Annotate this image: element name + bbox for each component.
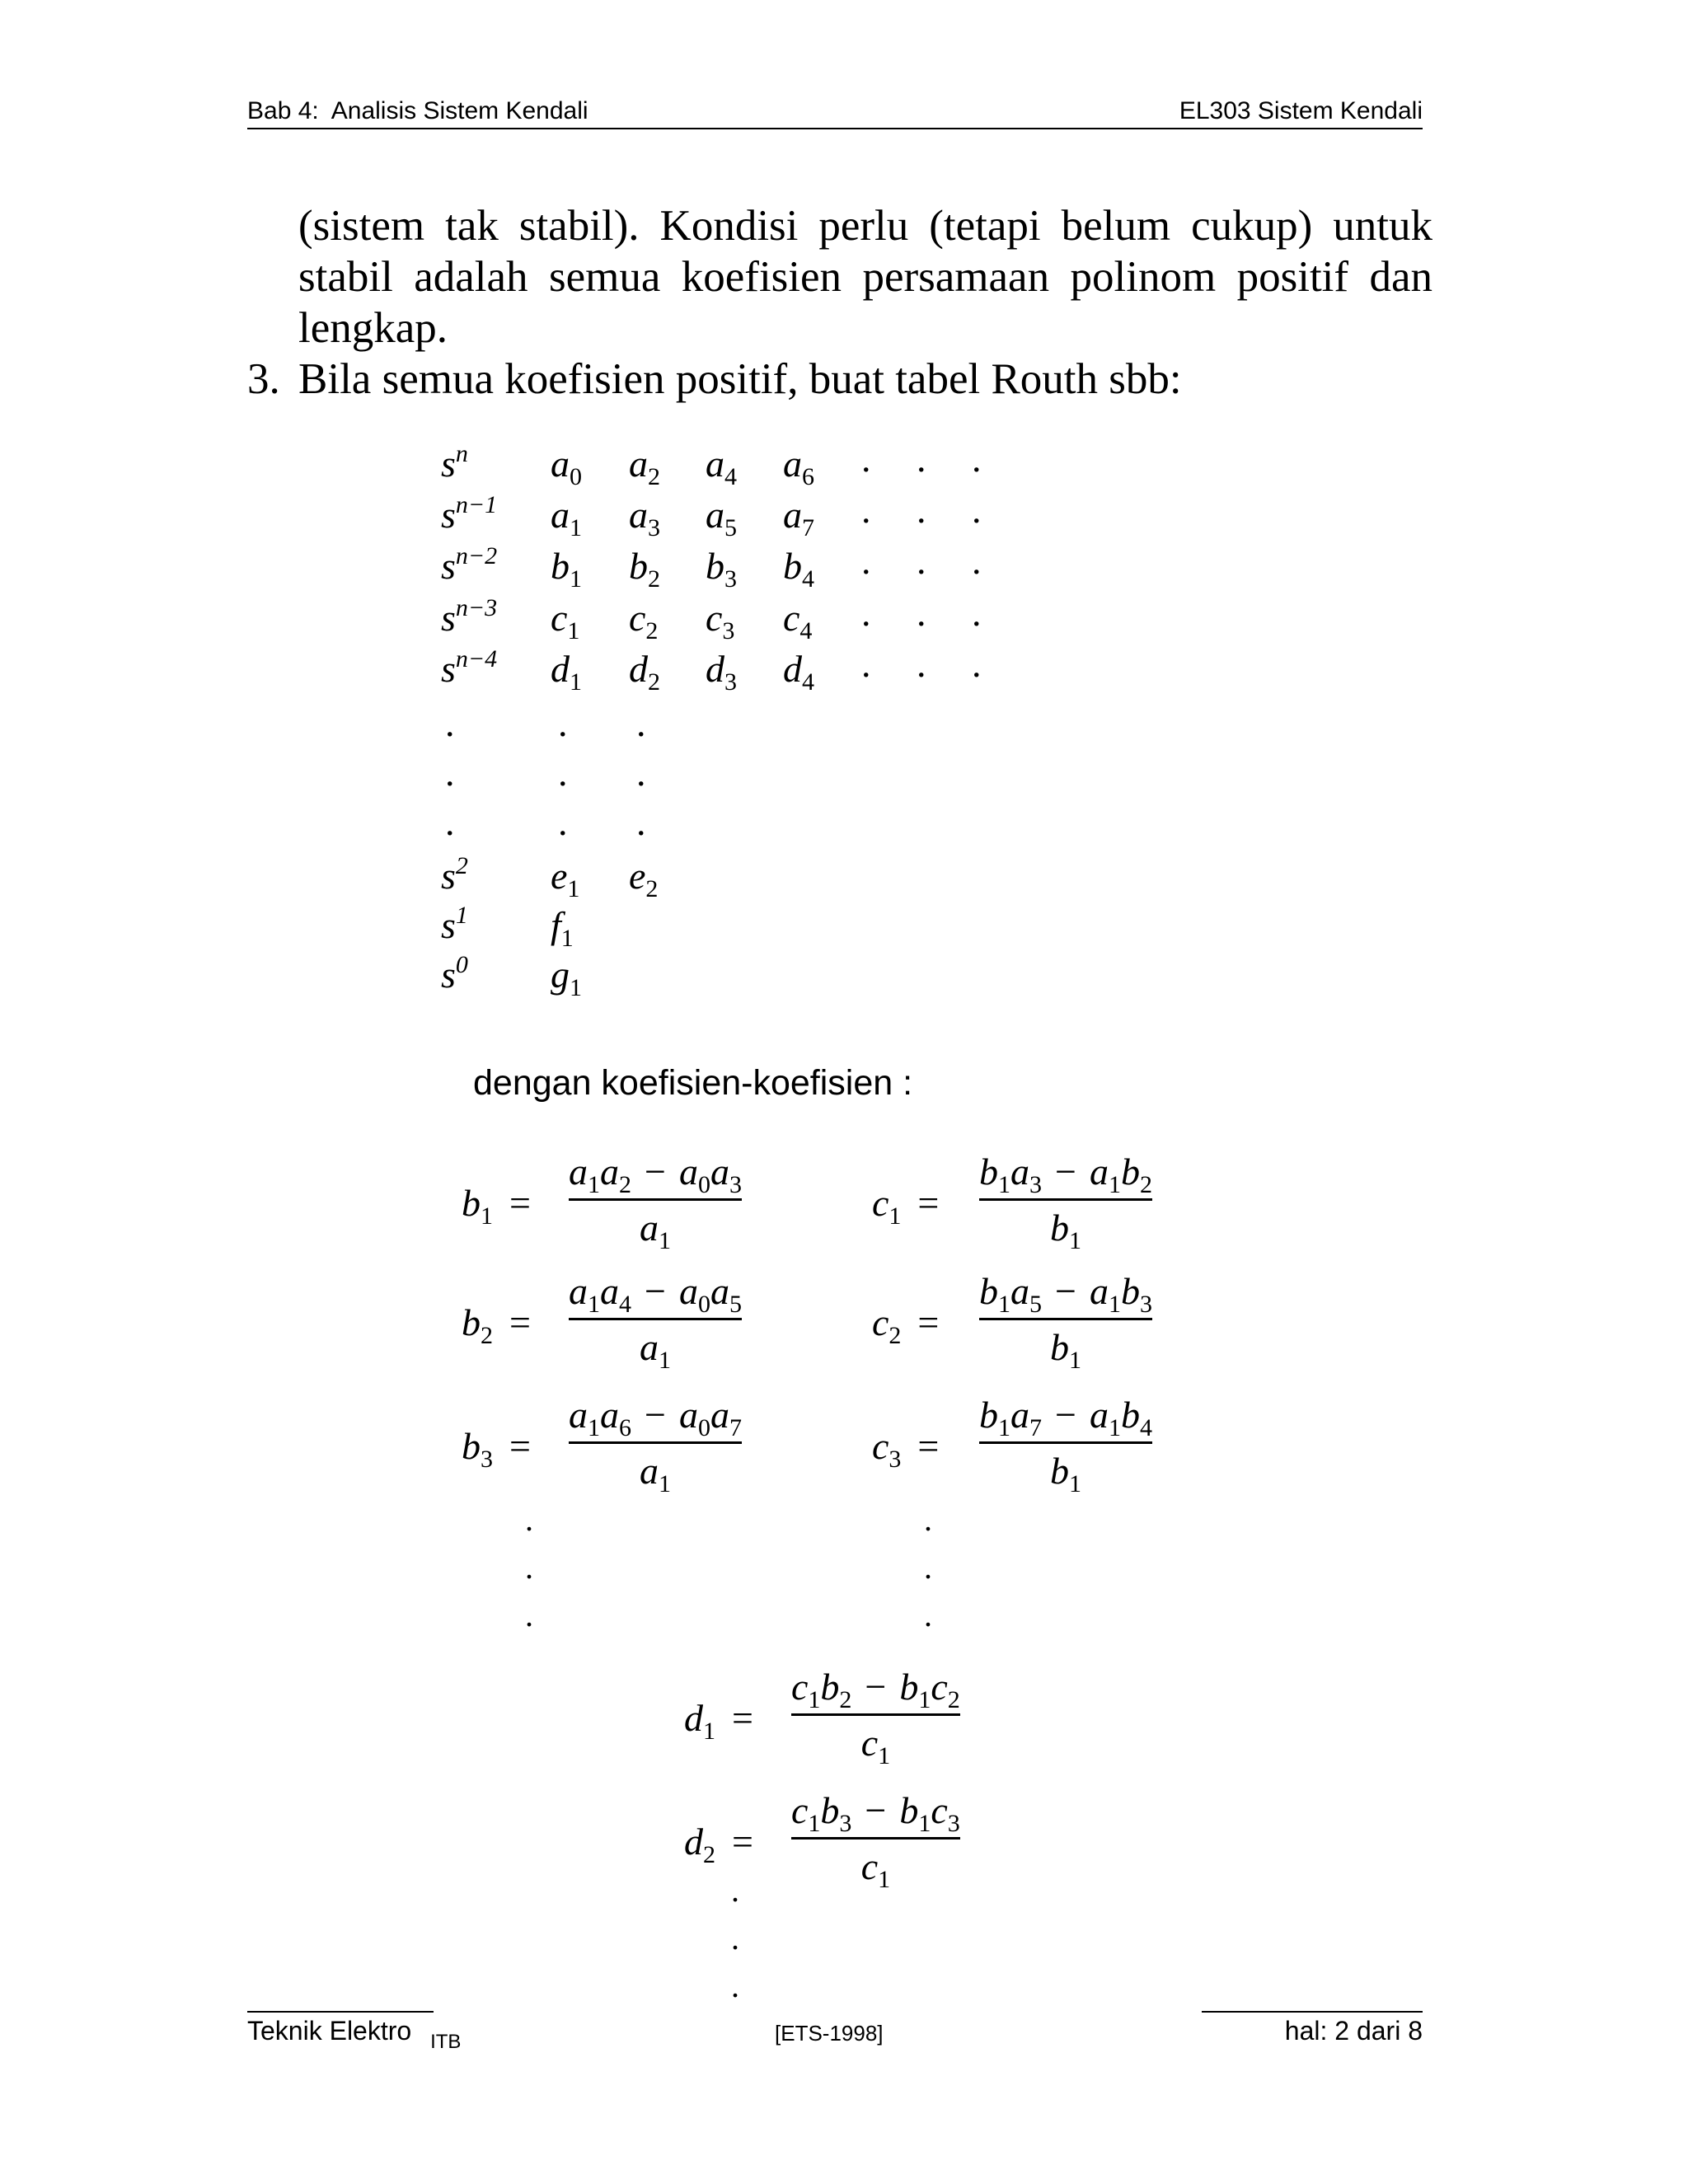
math-symbol: a <box>1010 1270 1029 1312</box>
footer-code: [ETS-1998] <box>775 2021 884 2046</box>
cell-index: 2 <box>645 617 659 644</box>
minus-sign: − <box>645 1394 666 1436</box>
formula-lhs <box>462 1181 531 1230</box>
routh-cell <box>783 597 813 644</box>
minus-sign: − <box>645 1270 666 1312</box>
routh-cell <box>551 954 582 1001</box>
cell-index: 4 <box>799 617 813 644</box>
routh-cell <box>783 443 814 490</box>
math-symbol: c <box>860 1845 879 1887</box>
math-index: 1 <box>1068 1470 1081 1497</box>
cell-index: 2 <box>648 463 660 490</box>
math-index: 7 <box>1029 1414 1042 1441</box>
math-index: 1 <box>1108 1171 1121 1198</box>
math-index: 1 <box>588 1291 600 1318</box>
math-symbol: b <box>899 1666 919 1708</box>
equals-sign: = <box>917 1301 940 1343</box>
math-symbol: a <box>569 1394 588 1436</box>
math-symbol: d <box>684 1697 703 1739</box>
math-symbol: b <box>899 1789 919 1831</box>
ellipsis-b-column: . . . <box>525 1501 533 1633</box>
math-symbol: b <box>979 1394 998 1436</box>
cell-symbol: d <box>706 648 724 690</box>
math-symbol: c <box>791 1789 809 1831</box>
cell-symbol: f <box>551 904 561 946</box>
equals-sign: = <box>509 1425 531 1467</box>
routh-row-ellipsis: . . . <box>861 438 1000 480</box>
math-symbol: b <box>462 1425 481 1467</box>
math-symbol: a <box>639 1450 659 1492</box>
math-index: 1 <box>998 1414 1010 1441</box>
math-symbol: c <box>931 1789 948 1831</box>
cell-index: 3 <box>722 617 735 644</box>
formula-lhs <box>872 1301 940 1349</box>
cell-symbol: g <box>551 954 570 996</box>
ellipsis-col1: . <box>558 752 568 794</box>
routh-cell <box>629 855 659 902</box>
fraction-numerator <box>979 1393 1152 1441</box>
fraction-numerator <box>791 1665 960 1713</box>
ellipsis-d-column: . . . <box>731 1872 739 2004</box>
math-index: 1 <box>998 1171 1010 1198</box>
power-base: s <box>441 545 456 587</box>
cell-index: 5 <box>724 514 737 541</box>
ellipsis-power: . <box>445 702 455 744</box>
routh-cell <box>551 904 574 952</box>
fraction <box>569 1150 742 1254</box>
routh-row-ellipsis: . . . <box>861 540 1000 582</box>
math-index: 2 <box>481 1322 493 1349</box>
routh-row-power <box>441 542 498 587</box>
math-symbol: b <box>979 1151 998 1193</box>
cell-symbol: a <box>629 443 648 485</box>
cell-index: 2 <box>648 565 660 593</box>
fraction <box>979 1393 1152 1497</box>
math-index: 3 <box>1029 1171 1042 1198</box>
routh-cell <box>783 648 814 696</box>
routh-cell <box>629 648 660 696</box>
cell-symbol: c <box>551 597 568 639</box>
math-index: 3 <box>889 1446 902 1473</box>
routh-cell <box>551 443 582 490</box>
math-symbol: a <box>1010 1151 1029 1193</box>
math-symbol: c <box>872 1301 889 1343</box>
power-exponent: 2 <box>455 852 468 879</box>
math-symbol: b <box>462 1182 481 1224</box>
math-index: 5 <box>729 1291 742 1318</box>
math-index: 1 <box>918 1686 931 1713</box>
math-index: 1 <box>588 1414 600 1441</box>
fraction <box>569 1393 742 1497</box>
power-exponent: n <box>455 440 468 467</box>
routh-cell <box>706 443 737 490</box>
footer-department <box>247 2016 461 2054</box>
math-symbol: b <box>462 1301 481 1343</box>
math-index: 1 <box>808 1686 821 1713</box>
math-index: 2 <box>619 1171 631 1198</box>
fraction-numerator <box>569 1393 742 1441</box>
math-symbol: a <box>678 1394 698 1436</box>
cell-symbol: a <box>783 443 802 485</box>
math-index: 3 <box>947 1810 960 1837</box>
math-symbol: b <box>1049 1450 1069 1492</box>
routh-table <box>0 0 1688 1030</box>
math-index: 1 <box>889 1202 902 1230</box>
math-index: 2 <box>947 1686 960 1713</box>
math-index: 3 <box>839 1810 852 1837</box>
math-symbol: a <box>1089 1394 1109 1436</box>
cell-symbol: a <box>706 494 724 536</box>
cell-symbol: a <box>629 494 648 536</box>
math-symbol: b <box>979 1270 998 1312</box>
math-symbol: a <box>600 1270 619 1312</box>
math-index: 4 <box>1139 1414 1152 1441</box>
power-exponent: n−4 <box>455 645 498 673</box>
cell-index: 1 <box>567 617 580 644</box>
fraction <box>979 1150 1152 1254</box>
power-exponent: n−2 <box>455 542 498 569</box>
minus-sign: − <box>865 1666 887 1708</box>
ellipsis-col2: . <box>636 752 646 794</box>
math-index: 5 <box>1029 1291 1042 1318</box>
cell-symbol: c <box>629 597 646 639</box>
fraction-numerator <box>979 1150 1152 1198</box>
routh-cell <box>706 597 735 644</box>
footer-page-number: hal: 2 dari 8 <box>1284 2016 1423 2046</box>
header-course-title: EL303 Sistem Kendali <box>1179 97 1423 124</box>
cell-index: 4 <box>802 668 814 696</box>
coefficient-note: dengan koefisien-koefisien : <box>473 1063 913 1103</box>
math-symbol: b <box>1049 1326 1069 1368</box>
cell-symbol: d <box>783 648 802 690</box>
fraction-numerator <box>569 1269 742 1318</box>
power-exponent: 0 <box>455 951 468 978</box>
routh-cell <box>551 597 580 644</box>
routh-cell <box>551 855 580 902</box>
power-exponent: n−3 <box>455 594 498 621</box>
math-symbol: c <box>872 1182 889 1224</box>
ellipsis-c-column: . . . <box>924 1501 932 1633</box>
routh-row-power <box>441 951 468 996</box>
math-symbol: a <box>710 1151 729 1193</box>
formula-lhs <box>684 1820 753 1868</box>
math-symbol: a <box>710 1270 729 1312</box>
math-index: 1 <box>1108 1414 1121 1441</box>
routh-row-ellipsis: . . . <box>861 643 1000 685</box>
math-index: 3 <box>1139 1291 1152 1318</box>
formula-lhs <box>684 1696 753 1745</box>
cell-index: 1 <box>570 974 582 1001</box>
math-index: 1 <box>998 1291 1010 1318</box>
fraction <box>791 1788 960 1893</box>
ellipsis-col1: . <box>558 702 568 744</box>
cell-symbol: d <box>551 648 570 690</box>
ellipsis-power: . <box>445 752 455 794</box>
power-base: s <box>441 648 456 690</box>
math-symbol: a <box>639 1207 659 1249</box>
equals-sign: = <box>509 1182 531 1224</box>
equals-sign: = <box>732 1821 753 1863</box>
cell-index: 1 <box>570 514 582 541</box>
routh-row-power <box>441 440 468 485</box>
math-index: 3 <box>481 1446 493 1473</box>
math-symbol: b <box>1049 1207 1069 1249</box>
math-index: 1 <box>588 1171 600 1198</box>
cell-symbol: d <box>629 648 648 690</box>
cell-symbol: b <box>706 545 724 587</box>
cell-index: 3 <box>724 565 737 593</box>
fraction <box>569 1269 742 1374</box>
math-index: 2 <box>703 1841 715 1868</box>
ellipsis-col2: . <box>636 702 646 744</box>
formula-lhs <box>462 1424 531 1473</box>
math-symbol: a <box>1089 1151 1109 1193</box>
math-symbol: c <box>931 1666 948 1708</box>
minus-sign: − <box>1055 1151 1076 1193</box>
cell-symbol: a <box>551 443 570 485</box>
math-index: 0 <box>697 1171 710 1198</box>
math-index: 2 <box>889 1322 902 1349</box>
routh-cell <box>551 494 582 541</box>
list-item-number: 3. <box>247 355 280 403</box>
math-index: 1 <box>878 1742 891 1769</box>
cell-symbol: c <box>783 597 800 639</box>
footer-institution: ITB <box>430 2031 462 2053</box>
math-index: 4 <box>619 1291 631 1318</box>
routh-row-ellipsis: . . . <box>861 592 1000 634</box>
fraction-denominator <box>791 1840 960 1893</box>
fraction-denominator <box>791 1716 960 1769</box>
minus-sign: − <box>1055 1394 1076 1436</box>
cell-symbol: a <box>706 443 724 485</box>
cell-symbol: b <box>783 545 802 587</box>
power-base: s <box>441 855 456 897</box>
routh-cell <box>706 545 737 593</box>
math-index: 1 <box>918 1810 931 1837</box>
ellipsis-col2: . <box>636 801 646 843</box>
math-index: 1 <box>1068 1227 1081 1254</box>
fraction-numerator <box>569 1150 742 1198</box>
math-index: 1 <box>808 1810 821 1837</box>
cell-symbol: a <box>551 494 570 536</box>
routh-cell <box>706 494 737 541</box>
math-index: 1 <box>878 1866 891 1893</box>
footer-right-divider <box>1202 2011 1423 2013</box>
cell-symbol: a <box>783 494 802 536</box>
routh-cell <box>551 545 582 593</box>
cell-index: 2 <box>645 875 659 902</box>
minus-sign: − <box>865 1789 887 1831</box>
equals-sign: = <box>732 1697 753 1739</box>
math-symbol: a <box>1089 1270 1109 1312</box>
math-symbol: c <box>872 1425 889 1467</box>
fraction-denominator <box>569 1444 742 1497</box>
fraction-numerator <box>791 1788 960 1837</box>
power-base: s <box>441 494 456 536</box>
power-base: s <box>441 954 456 996</box>
math-index: 1 <box>481 1202 493 1230</box>
routh-cell <box>629 443 660 490</box>
paragraph-continuation: (sistem tak stabil). Kondisi perlu (tetapi belum cukup) untuk stabil adalah semua koefisien persamaan polinom positif dan lengkap. <box>298 202 1432 352</box>
cell-symbol: e <box>629 855 646 897</box>
fraction-denominator <box>979 1201 1152 1254</box>
ellipsis-col1: . <box>558 801 568 843</box>
math-symbol: a <box>569 1151 588 1193</box>
cell-index: 0 <box>570 463 582 490</box>
fraction <box>979 1269 1152 1374</box>
routh-cell <box>706 648 737 696</box>
cell-symbol: e <box>551 855 568 897</box>
math-index: 3 <box>729 1171 742 1198</box>
routh-row-power <box>441 902 468 946</box>
math-symbol: a <box>678 1270 698 1312</box>
math-symbol: c <box>860 1722 879 1764</box>
cell-index: 4 <box>802 565 814 593</box>
equals-sign: = <box>509 1301 531 1343</box>
cell-symbol: b <box>629 545 648 587</box>
math-index: 2 <box>1139 1171 1152 1198</box>
math-symbol: b <box>1120 1394 1140 1436</box>
math-symbol: b <box>820 1789 840 1831</box>
cell-index: 1 <box>570 668 582 696</box>
math-index: 1 <box>658 1470 671 1497</box>
formula-lhs <box>872 1181 940 1230</box>
math-index: 0 <box>697 1414 710 1441</box>
cell-index: 4 <box>724 463 737 490</box>
math-index: 1 <box>703 1718 715 1745</box>
equals-sign: = <box>917 1425 940 1467</box>
math-index: 7 <box>729 1414 742 1441</box>
footer-department-name: Teknik Elektro <box>247 2016 412 2046</box>
cell-index: 3 <box>724 668 737 696</box>
routh-row-power <box>441 594 498 639</box>
header-chapter-title: Bab 4: Analisis Sistem Kendali <box>247 97 588 124</box>
routh-row-power <box>441 852 468 897</box>
routh-cell <box>783 494 814 541</box>
fraction-denominator <box>569 1320 742 1374</box>
formula-lhs <box>872 1424 940 1473</box>
equals-sign: = <box>917 1182 940 1224</box>
math-symbol: d <box>684 1821 703 1863</box>
math-symbol: a <box>600 1151 619 1193</box>
fraction-denominator <box>979 1444 1152 1497</box>
math-symbol: a <box>639 1326 659 1368</box>
power-exponent: n−1 <box>455 491 498 518</box>
routh-cell <box>783 545 814 593</box>
math-index: 1 <box>1068 1347 1081 1374</box>
math-symbol: a <box>569 1270 588 1312</box>
cell-symbol: c <box>706 597 723 639</box>
routh-row-power <box>441 645 498 690</box>
math-symbol: a <box>678 1151 698 1193</box>
cell-index: 3 <box>648 514 660 541</box>
cell-index: 1 <box>570 565 582 593</box>
routh-row-ellipsis: . . . <box>861 489 1000 531</box>
cell-index: 2 <box>648 668 660 696</box>
math-symbol: b <box>1120 1151 1140 1193</box>
minus-sign: − <box>1055 1270 1076 1312</box>
cell-index: 1 <box>560 925 574 952</box>
math-symbol: a <box>710 1394 729 1436</box>
math-index: 1 <box>658 1227 671 1254</box>
power-exponent: 1 <box>455 902 468 929</box>
fraction-denominator <box>979 1320 1152 1374</box>
routh-cell <box>551 648 582 696</box>
math-index: 1 <box>658 1347 671 1374</box>
math-index: 0 <box>697 1291 710 1318</box>
minus-sign: − <box>645 1151 666 1193</box>
footer-left-divider <box>247 2011 434 2013</box>
math-symbol: a <box>1010 1394 1029 1436</box>
math-symbol: b <box>1120 1270 1140 1312</box>
math-index: 6 <box>619 1414 631 1441</box>
power-base: s <box>441 597 456 639</box>
power-base: s <box>441 904 456 946</box>
math-index: 2 <box>839 1686 852 1713</box>
routh-row-power <box>441 491 498 536</box>
cell-index: 1 <box>567 875 580 902</box>
power-base: s <box>441 443 456 485</box>
list-item-text: Bila semua koefisien positif, buat tabel Routh sbb: <box>298 355 1182 403</box>
cell-symbol: b <box>551 545 570 587</box>
fraction-numerator <box>979 1269 1152 1318</box>
routh-cell <box>629 494 660 541</box>
cell-index: 7 <box>802 514 814 541</box>
math-symbol: c <box>791 1666 809 1708</box>
cell-index: 6 <box>802 463 814 490</box>
math-index: 1 <box>1108 1291 1121 1318</box>
math-symbol: b <box>820 1666 840 1708</box>
formula-lhs <box>462 1301 531 1349</box>
routh-cell <box>629 545 660 593</box>
routh-cell <box>629 597 659 644</box>
math-symbol: a <box>600 1394 619 1436</box>
fraction-denominator <box>569 1201 742 1254</box>
ellipsis-power: . <box>445 801 455 843</box>
fraction <box>791 1665 960 1769</box>
